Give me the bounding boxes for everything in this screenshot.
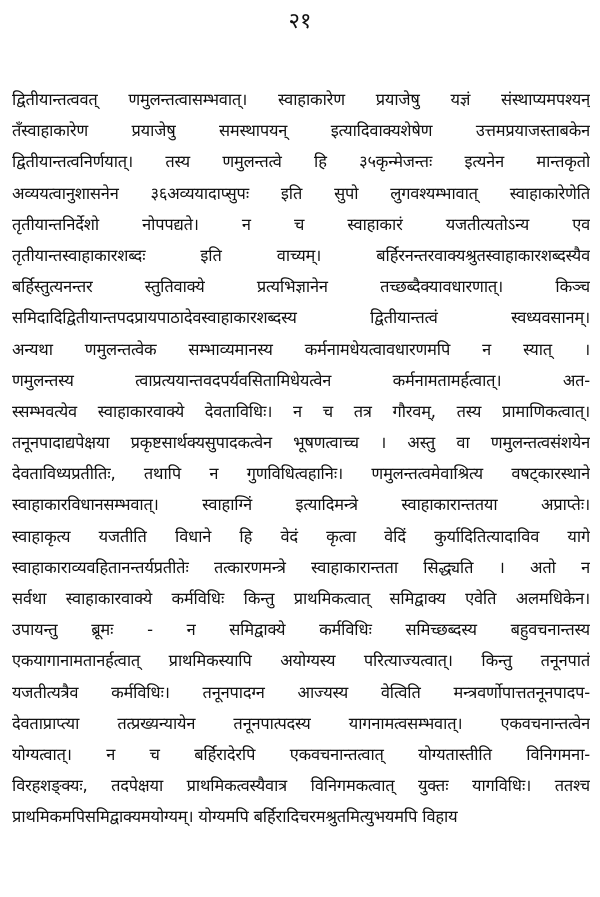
text-line: स्वाहाकृत्य यजतीति विधाने हि वेदं कृत्वा वेदिं कुर्यादितित्यादाविव यागे [12,526,590,546]
text-line: द्वितीयान्तत्ववत् णमुलन्तत्वासम्भवात्। स्वाहाकारेण प्रयाजेषु यज्ञं संस्थाप्यमपश्यन् [12,90,590,109]
text-line: सर्वथा स्वाहाकारवाक्ये कर्मविधिः किन्तु प्राथमिकत्वात् समिद्वाक्य एवेति अलमधिकेन। [12,589,590,608]
text-line: तनूनपादाद्यपेक्षया प्रकृष्टसार्थक्यसुपादकत्वेन भूषणत्वाच्च । अस्तु वा णमुलन्तत्वसंशयेन [12,433,590,453]
text-line: द्वितीयान्तत्वनिर्णयात्। तस्य णमुलन्तत्वे हि ३५कृन्मेजन्तः इत्यनेन मान्तकृतो [12,152,590,172]
page-number: २१ [288,9,312,34]
text-line: णमुलन्तस्य त्वाप्रत्ययान्तवदपर्यवसितामिधेयत्वेन कर्मनामतामर्हत्वात्। अत- [12,370,590,390]
text-line: विरहशङ्क्यः, तदपेक्षया प्राथमिकत्वस्यैवात्र विनिगमकत्वात् युक्तः यागविधिः। ततश्च [12,776,590,796]
text-line: स्वाहाकाराव्यवहितानन्तर्यप्रतीतेः तत्कारणमन्त्रे स्वाहाकारान्तता सिद्ध्यति । अतो न [12,557,590,577]
text-line: देवताप्राप्त्या तत्प्रख्यन्यायेन तनूनपात्पदस्य यागनामत्वसम्भवात्। एकवचनान्तत्वेन [12,713,590,733]
text-line: प्राथमिकमपिसमिद्वाक्यमयोग्यम्। योग्यमपि बर्हिरादिचरमश्रुतमित्युभयमपि विहाय [12,807,458,827]
text-line: यजतीत्यत्रैव कर्मविधिः। तनूनपादग्न आज्यस्य वेत्विति मन्त्रवर्णोपात्ततनूनपादप- [12,682,590,702]
text-line: अन्यथा णमुलन्तत्वेक सम्भाव्यमानस्य कर्मनामधेयत्वावधारणमपि न स्यात् । [12,339,590,359]
text-line: स्वाहाकारविधानसम्भवात्। स्वाहाग्निं इत्यादिमन्त्रे स्वाहाकारान्ततया अप्राप्तेः। [12,495,590,515]
text-line: उपायन्तु ब्रूमः - न समिद्वाक्ये कर्मविधिः समिच्छब्दस्य बहुवचनान्तस्य [12,620,590,640]
text-line: देवताविध्यप्रतीतिः, तथापि न गुणविधित्वहानिः। णमुलन्तत्वमेवाश्रित्य वषट्कारस्थाने [12,464,590,484]
body-text [12,84,590,833]
text-line: तृतीयान्तनिर्देशो नोपपद्यते। न च स्वाहाकारं यजतीत्यतोऽन्य एव [12,214,590,234]
text-line: स्सम्भवत्येव स्वाहाकारवाक्ये देवताविधिः। न च तत्र गौरवम्, तस्य प्रामाणिकत्वात्। [12,401,590,421]
text-line: बर्हिस्तुत्यनन्तर स्तुतिवाक्ये प्रत्यभिज्ञानेन तच्छब्दैक्यावधारणात्। किञ्च [12,277,590,297]
text-line: अव्ययत्वानुशासनेन ३६अव्ययादाप्सुपः इति सुपो लुगवश्यम्भावात् स्वाहाकारेणेति [12,183,590,203]
text-line: समिदादिद्वितीयान्तपदप्रायपाठादेवस्वाहाकारशब्दस्य द्वितीयान्तत्वं स्वध्यवसानम्। [12,308,590,328]
text-line: एकयागानामतानर्हत्वात् प्राथमिकस्यापि अयोग्यस्य परित्याज्यत्वात्। किन्तु तनूनपातं [12,651,590,671]
text-line: तँस्वाहाकारेण प्रयाजेषु समस्थापयन् इत्यादिवाक्यशेषेण उत्तमप्रयाजस्ताबकेन [12,121,590,141]
text-line: तृतीयान्तस्वाहाकारशब्दः इति वाच्यम्। बर्हिरनन्तरवाक्यश्रुतस्वाहाकारशब्दस्यैव [12,245,590,265]
text-line: योग्यत्वात्। न च बर्हिरादेरपि एकवचनान्तत्वात् योग्यतास्तीति विनिगमना- [12,744,590,764]
